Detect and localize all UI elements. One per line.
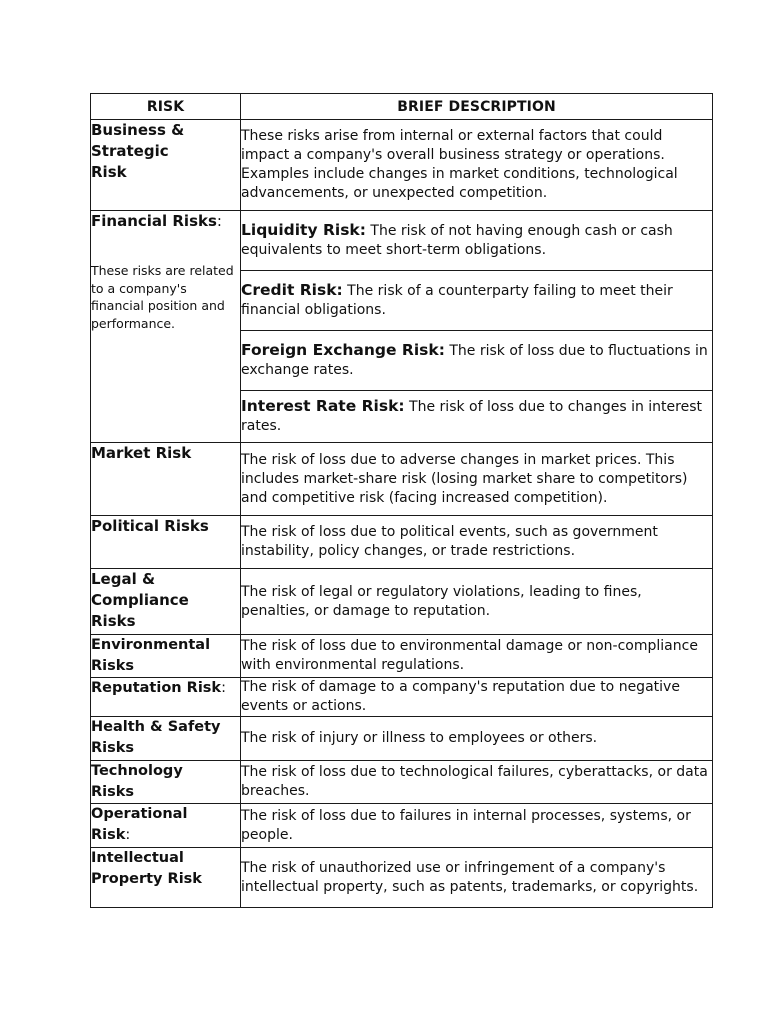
risk-name-text: Reputation Risk <box>91 680 222 696</box>
description-cell: The risk of loss due to adverse changes in market prices. This includes market-share risk (losing market share to competitors) and competitive risk (facing increased competition). <box>241 443 713 516</box>
subrisk-cell <box>241 331 713 391</box>
risk-name: Intellectual Property Risk <box>91 850 202 887</box>
risk-cell <box>91 516 241 569</box>
risk-name <box>91 804 201 846</box>
risk-table <box>90 93 713 908</box>
subrisk-text: The risk of not having enough cash or cash equivalents to meet short-term obligations. <box>241 223 673 258</box>
subrisk-text: The risk of loss due to fluctuations in exchange rates. <box>241 343 708 378</box>
table-row <box>91 443 713 516</box>
description-cell: The risk of loss due to failures in internal processes, systems, or people. <box>241 804 713 848</box>
risk-name: Market Risk <box>91 444 192 462</box>
risk-name: Business & Strategic Risk <box>91 121 185 181</box>
table-row <box>91 211 713 271</box>
table-row <box>91 848 713 908</box>
risk-cell <box>91 678 241 717</box>
description-cell: These risks arise from internal or external factors that could impact a company's overall business strategy or operations. Examples include changes in market conditions, technological advancements, or unexpected competition. <box>241 120 713 211</box>
risk-name: Legal & Compliance Risks <box>91 570 189 630</box>
subrisk-text: The risk of a counterparty failing to meet their financial obligations. <box>241 283 673 318</box>
header-risk: RISK <box>91 94 241 120</box>
table-row <box>91 761 713 804</box>
subrisk-title: Foreign Exchange Risk: <box>241 341 445 359</box>
risk-cell <box>91 443 241 516</box>
risk-cell <box>91 761 241 804</box>
header-description: BRIEF DESCRIPTION <box>241 94 713 120</box>
risk-name-text: Financial Risks <box>91 212 217 230</box>
subrisk-title: Liquidity Risk: <box>241 221 366 239</box>
risk-name-text: Operational Risk <box>91 806 188 843</box>
table-row <box>91 120 713 211</box>
risk-cell <box>91 569 241 635</box>
description-cell: The risk of loss due to technological failures, cyberattacks, or data breaches. <box>241 761 713 804</box>
table-row <box>91 804 713 848</box>
table-row <box>91 635 713 678</box>
subrisk-title: Credit Risk: <box>241 281 343 299</box>
description-cell: The risk of legal or regulatory violations, leading to fines, penalties, or damage to reputation. <box>241 569 713 635</box>
table-row <box>91 678 713 717</box>
risk-cell <box>91 804 241 848</box>
risk-note: These risks are related to a company's financial position and performance. <box>91 263 234 331</box>
risk-name: Political Risks <box>91 517 209 535</box>
risk-name: Technology Risks <box>91 763 183 800</box>
table-row <box>91 569 713 635</box>
risk-cell <box>91 211 241 443</box>
description-cell: The risk of loss due to political events, such as government instability, policy changes, or trade restrictions. <box>241 516 713 569</box>
table-row <box>91 717 713 761</box>
risk-name <box>91 678 240 699</box>
risk-cell <box>91 635 241 678</box>
subrisk-cell <box>241 271 713 331</box>
description-cell: The risk of damage to a company's reputation due to negative events or actions. <box>241 678 713 717</box>
subrisk-text: The risk of loss due to changes in interest rates. <box>241 399 702 434</box>
risk-name: Health & Safety Risks <box>91 719 221 756</box>
risk-cell <box>91 120 241 211</box>
description-cell: The risk of injury or illness to employees or others. <box>241 717 713 761</box>
subrisk-cell <box>241 211 713 271</box>
description-cell: The risk of unauthorized use or infringement of a company's intellectual property, such as patents, trademarks, or copyrights. <box>241 848 713 908</box>
table-row <box>91 516 713 569</box>
risk-name-suffix: : <box>221 680 226 696</box>
risk-name <box>91 211 240 232</box>
subrisk-title: Interest Rate Risk: <box>241 397 405 415</box>
header-row <box>91 94 713 120</box>
risk-name-suffix: : <box>125 827 131 843</box>
description-cell: The risk of loss due to environmental damage or non-compliance with environmental regulations. <box>241 635 713 678</box>
risk-name-suffix: : <box>216 212 222 230</box>
subrisk-cell <box>241 391 713 443</box>
risk-cell <box>91 848 241 908</box>
risk-name: Environmental Risks <box>91 637 211 674</box>
risk-cell <box>91 717 241 761</box>
